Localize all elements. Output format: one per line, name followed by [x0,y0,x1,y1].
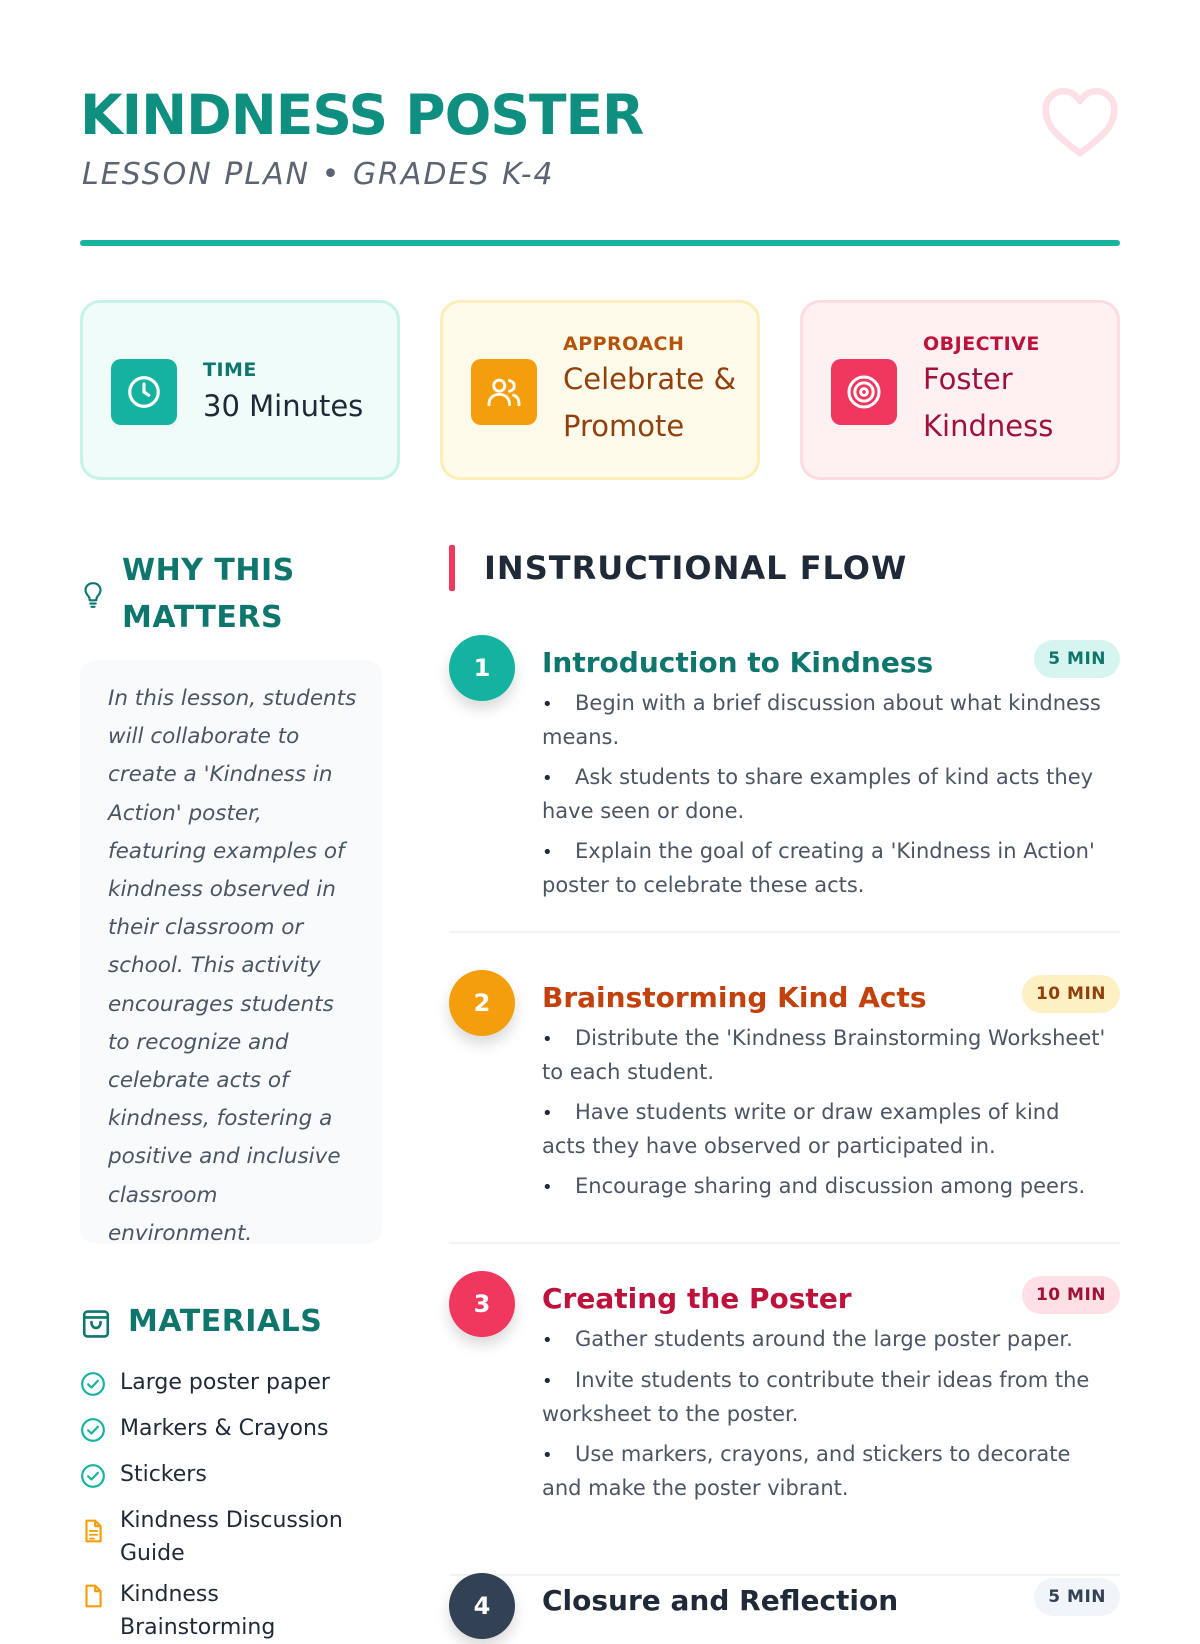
approach-value-line1: Celebrate & [563,362,737,396]
header-divider [80,240,1120,246]
material-label: Kindness Brainstorming [120,1582,276,1640]
step-bullet: • Invite students to contribute their ideas from the worksheet to the poster. [542,1364,1107,1431]
step-bullet: • Explain the goal of creating a 'Kindness in Action' poster to celebrate these acts. [542,835,1107,902]
objective-card [800,300,1120,480]
step-title: Introduction to Kindness [542,646,934,679]
materials-title: MATERIALS [128,1304,323,1339]
approach-value [563,356,736,450]
check-circle-icon [80,1417,106,1443]
check-circle-icon [80,1371,106,1397]
material-item [80,1406,380,1452]
step-title: Brainstorming Kind Acts [542,981,927,1014]
step-title: Creating the Poster [542,1282,852,1315]
step-number: 2 [449,970,515,1036]
approach-card [440,300,760,480]
time-label: TIME [203,359,257,381]
why-text: In this lesson, students will collaborate to create a 'Kindness in Action' poster, featuring examples of kindness observed in their classroom or school. This activity encourages students to recognize and celebrate acts of kindness, fostering a positive and inclusive classroom environment. [108,686,357,1246]
step-bullet: • Ask students to share examples of kind acts they have seen or done. [542,761,1107,828]
step-bullet: • Have students write or draw examples of kind acts they have observed or participated in. [542,1096,1107,1163]
why-title: WHY THIS MATTERS [122,553,295,635]
check-circle-icon [80,1463,106,1489]
step-bullet: • Gather students around the large poster paper. [542,1323,1107,1357]
clock-icon [111,359,177,425]
objective-label: OBJECTIVE [923,333,1040,355]
duration-badge: 10 MIN [1022,975,1120,1013]
step-bullet: • Distribute the 'Kindness Brainstorming Worksheet' to each student. [542,1022,1107,1089]
material-item [80,1452,380,1498]
step-bullets [542,1022,1107,1211]
approach-value-line2: Promote [563,409,685,443]
duration-badge: 5 MIN [1034,1578,1120,1616]
step-title: Closure and Reflection [542,1584,899,1617]
document-icon [80,1518,106,1544]
page-title: KINDNESS POSTER [80,83,644,147]
time-card [80,300,400,480]
approach-label: APPROACH [563,333,685,355]
objective-value-line2: Kindness [923,409,1054,443]
material-label: Stickers [120,1462,207,1487]
material-label: Markers & Crayons [120,1416,329,1441]
objective-value [923,356,1053,450]
materials-list [80,1360,380,1640]
material-item [80,1360,380,1406]
step-divider [449,1574,1120,1576]
step-bullets [542,1323,1107,1512]
step-number: 3 [449,1271,515,1337]
step-bullet: • Use markers, crayons, and stickers to decorate and make the poster vibrant. [542,1438,1107,1505]
users-icon [471,359,537,425]
duration-badge: 5 MIN [1034,640,1120,678]
why-box [80,660,382,1244]
step-bullet: • Begin with a brief discussion about what kindness means. [542,687,1107,754]
lesson-plan-page [80,0,1120,1640]
shopping-bag-icon [80,1305,112,1339]
flow-title: INSTRUCTIONAL FLOW [484,549,908,587]
section-accent-bar [449,545,455,591]
material-item[interactable] [80,1498,380,1572]
duration-badge: 10 MIN [1022,1276,1120,1314]
material-label: Kindness Discussion Guide [120,1508,343,1566]
time-value: 30 Minutes [203,389,364,423]
lightbulb-icon [80,580,106,610]
target-icon [831,359,897,425]
step-number: 4 [449,1573,515,1639]
step-bullet: • Encourage sharing and discussion among peers. [542,1170,1107,1204]
heart-outline-icon[interactable] [1040,86,1120,158]
step-bullets [542,687,1107,909]
document-icon [80,1583,106,1609]
step-divider [449,931,1120,933]
page-subtitle: LESSON PLAN • GRADES K-4 [82,157,555,192]
step-number: 1 [449,635,515,701]
material-label: Large poster paper [120,1370,330,1395]
step-divider [449,1242,1120,1244]
objective-value-line1: Foster [923,362,1013,396]
material-item[interactable] [80,1572,380,1640]
